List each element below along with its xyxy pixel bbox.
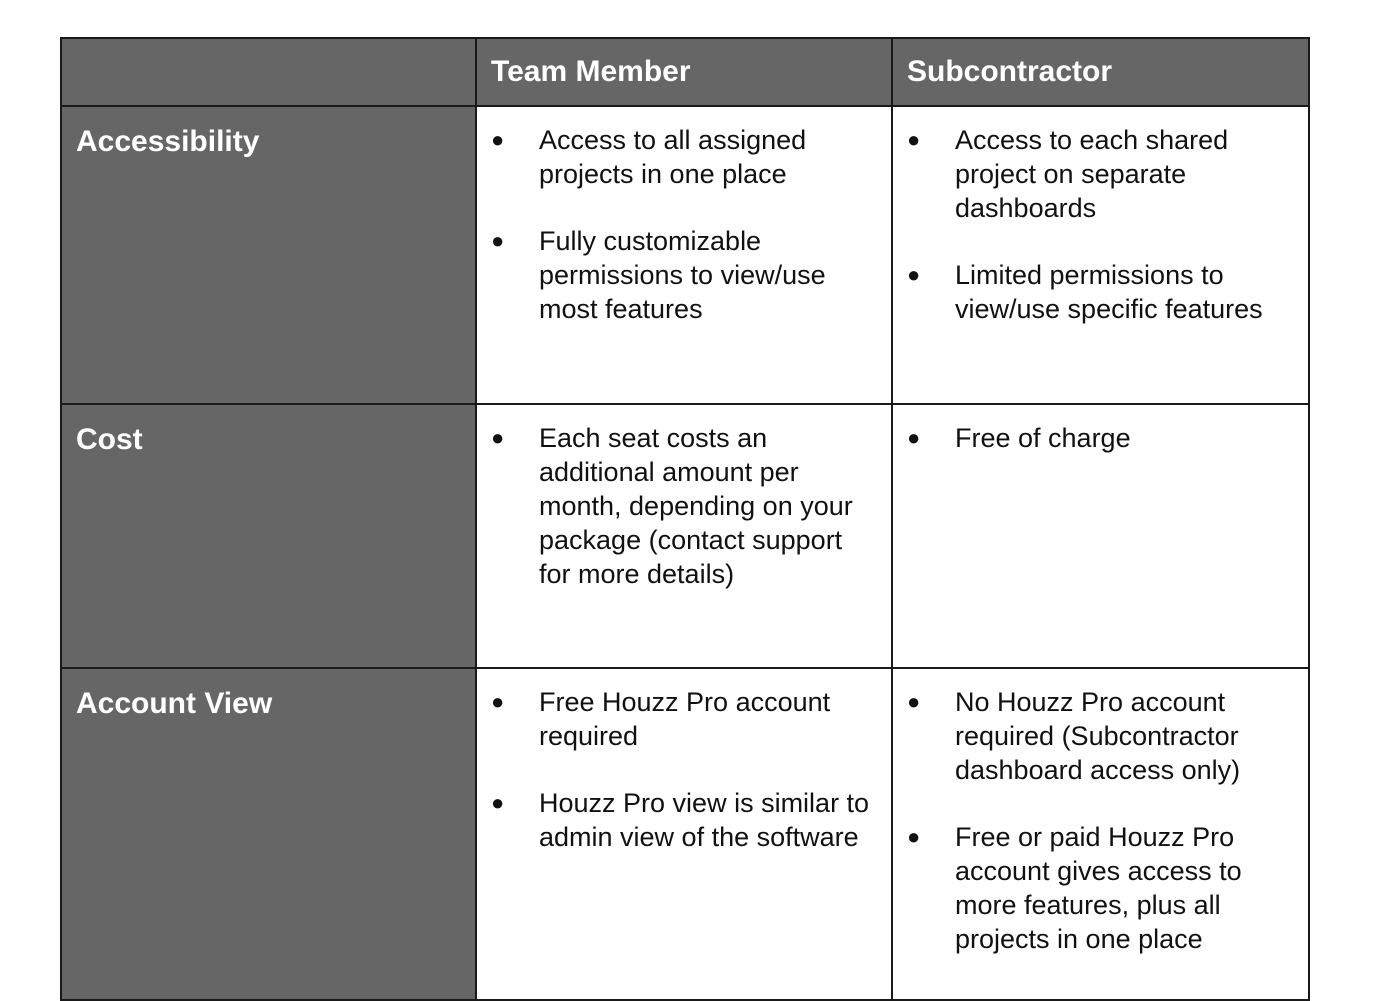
row-label-cost: Cost xyxy=(61,404,476,668)
list-item-text: No Houzz Pro account required (Subcontractor dashboard access only) xyxy=(955,687,1241,785)
bullet-icon: ● xyxy=(907,127,921,152)
subcontractor-accessibility-cell xyxy=(892,106,1309,404)
list-item-text: Access to all assigned projects in one place xyxy=(539,125,807,189)
row-label-accessibility: Accessibility xyxy=(61,106,476,404)
bullet-icon: ● xyxy=(907,425,921,450)
comparison-table xyxy=(60,37,1310,1001)
list-item-text: Each seat costs an additional amount per month, depending on your package (contact support for more details) xyxy=(539,423,853,589)
bullet-icon: ● xyxy=(491,127,505,152)
bullet-icon: ● xyxy=(491,790,505,815)
table-row xyxy=(61,106,1309,404)
list-item xyxy=(491,786,871,854)
team-member-accessibility-cell xyxy=(476,106,892,404)
bullet-list xyxy=(907,123,1288,326)
bullet-icon: ● xyxy=(491,689,505,714)
list-item xyxy=(491,421,871,591)
list-item xyxy=(907,685,1288,787)
bullet-list xyxy=(491,421,871,591)
list-item xyxy=(907,421,1288,455)
list-item xyxy=(907,123,1288,225)
header-team-member: Team Member xyxy=(476,38,892,106)
list-item-text: Free of charge xyxy=(955,423,1131,453)
subcontractor-account-view-cell xyxy=(892,668,1309,1000)
team-member-account-view-cell xyxy=(476,668,892,1000)
bullet-list xyxy=(907,685,1288,956)
bullet-icon: ● xyxy=(491,425,505,450)
table-header-row xyxy=(61,38,1309,106)
subcontractor-cost-cell xyxy=(892,404,1309,668)
bullet-icon: ● xyxy=(907,262,921,287)
header-subcontractor: Subcontractor xyxy=(892,38,1309,106)
list-item xyxy=(907,258,1288,326)
list-item-text: Free or paid Houzz Pro account gives access to more features, plus all projects in one place xyxy=(955,822,1242,954)
list-item-text: Free Houzz Pro account required xyxy=(539,687,831,751)
row-label-account-view: Account View xyxy=(61,668,476,1000)
bullet-list xyxy=(491,685,871,854)
bullet-icon: ● xyxy=(491,228,505,253)
bullet-icon: ● xyxy=(907,689,921,714)
list-item-text: Fully customizable permissions to view/use most features xyxy=(539,226,826,324)
header-corner-cell xyxy=(61,38,476,106)
team-member-cost-cell xyxy=(476,404,892,668)
list-item xyxy=(491,685,871,753)
list-item xyxy=(491,123,871,191)
table-row xyxy=(61,668,1309,1000)
list-item-text: Access to each shared project on separate dashboards xyxy=(955,125,1229,223)
list-item-text: Houzz Pro view is similar to admin view of the software xyxy=(539,788,870,852)
bullet-list xyxy=(491,123,871,326)
list-item xyxy=(907,820,1288,956)
bullet-list xyxy=(907,421,1288,455)
list-item-text: Limited permissions to view/use specific features xyxy=(955,260,1263,324)
table-row xyxy=(61,404,1309,668)
list-item xyxy=(491,224,871,326)
bullet-icon: ● xyxy=(907,824,921,849)
